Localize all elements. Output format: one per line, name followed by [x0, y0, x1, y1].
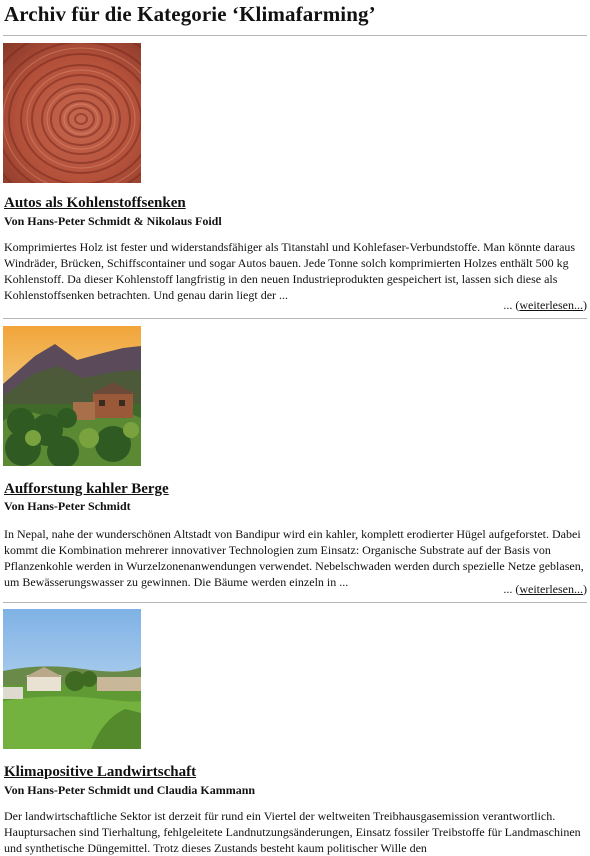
- post-thumbnail-mountain-village[interactable]: [3, 326, 141, 466]
- divider: [3, 602, 587, 603]
- read-more: [503, 298, 587, 313]
- divider: [3, 318, 587, 319]
- read-more-suffix: ): [583, 298, 587, 312]
- read-more-suffix: ): [583, 582, 587, 596]
- post-excerpt: In Nepal, nahe der wunderschönen Altstadt von Bandipur wird ein kahler, komplett erodierter Hügel aufgeforstet. Dabei kommt die Kombination mehrerer innovativer Technologien zum Einsatz: Organische Substrate auf der Basis von Pflanzenkohle werden in Wurzelzonenanwendungen verwendet. Nebelschwaden werden durch spezielle Netze geblasen, um Bewässerungswasser zu gewinnen. Die Bäume werden einzeln in ...: [4, 527, 584, 589]
- read-more-prefix: ... (: [503, 582, 520, 596]
- read-more: [503, 582, 587, 597]
- post-excerpt: Der landwirtschaftliche Sektor ist derzeit für rund ein Viertel der weltweiten Treibhausgasemission verantwortlich. Hauptursachen sind Tierhaltung, fehlgeleitete Landnutzungsänderungen, Einsatz fossiler Treibstoffe für Landmaschinen und synthetische Düngemittel. Trotz dieses Zustands besteht kaum politischer Wille den: [4, 809, 581, 855]
- divider: [3, 35, 587, 36]
- post-excerpt: Komprimiertes Holz ist fester und widerstandsfähiger als Titanstahl und Kohlefaser-Verbundstoffe. Man könnte daraus Windräder, Brücken, Schiffscontainer und sogar Autos bauen. Jede Tonne solch komprimierten Holzes enthält 500 kg Kohlenstoff. Da dieser Kohlenstoff langfristig in den neuen Industrieprodukten gespeichert ist, lassen sich diese als Kohlenstoffsenken betrachten. Und genau darin liegt der ...: [4, 240, 576, 302]
- post-thumbnail-farm-field[interactable]: [3, 609, 141, 749]
- post-title-link[interactable]: Autos als Kohlenstoffsenken: [4, 195, 186, 211]
- post-title-link[interactable]: Klimapositive Landwirtschaft: [4, 764, 197, 780]
- read-more-prefix: ... (: [503, 298, 520, 312]
- post-author: Von Hans-Peter Schmidt und Claudia Kammann: [4, 783, 256, 797]
- post-author: Von Hans-Peter Schmidt: [4, 499, 131, 513]
- read-more-link[interactable]: weiterlesen...: [519, 582, 583, 596]
- post-author: Von Hans-Peter Schmidt & Nikolaus Foidl: [4, 214, 222, 228]
- post-title-link[interactable]: Aufforstung kahler Berge: [4, 481, 169, 497]
- page-title: Archiv für die Kategorie ‘Klimafarming’: [4, 2, 376, 26]
- post-thumbnail-wood-rings[interactable]: [3, 43, 141, 183]
- read-more-link[interactable]: weiterlesen...: [519, 298, 583, 312]
